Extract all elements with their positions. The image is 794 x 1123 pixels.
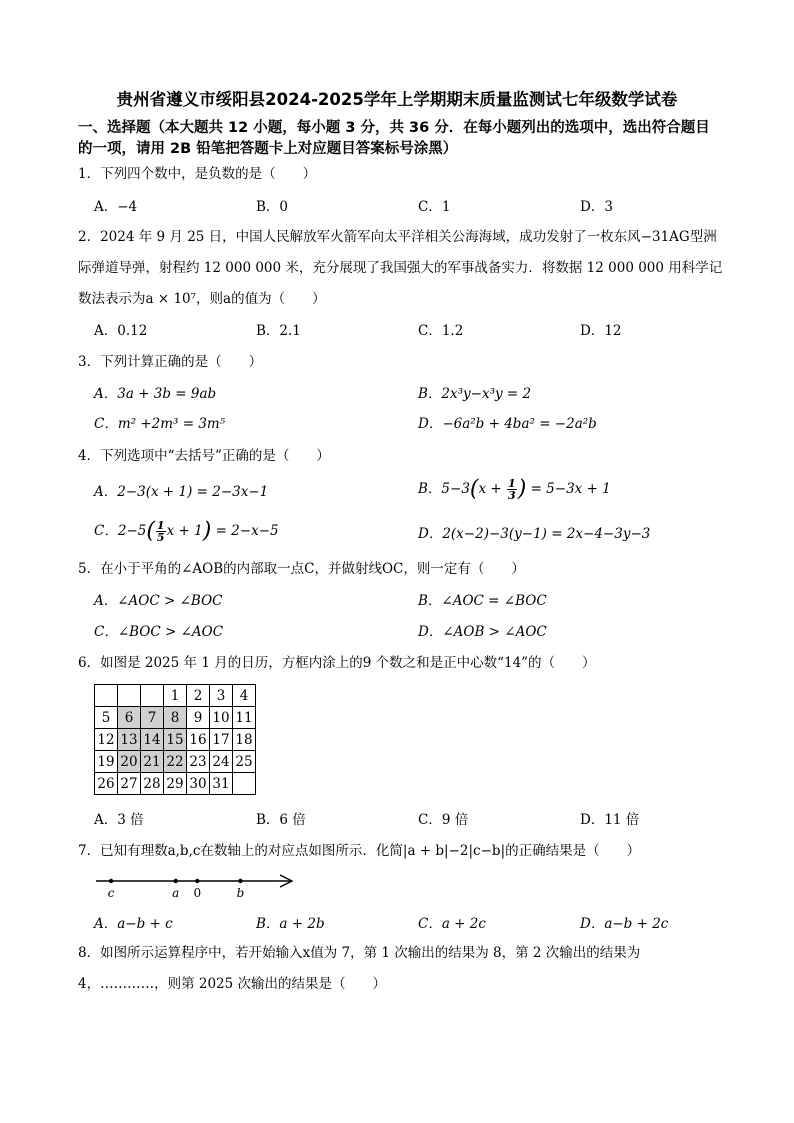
question-2-stem (78, 222, 738, 315)
section-heading-line1: 一、选择题（本大题共 12 小题，每小题 3 分，共 36 分．在每小题列出的选项中，选出符合题目 (78, 120, 710, 136)
question-1-stem: 1．下列四个数中，是负数的是（ ） (78, 166, 317, 182)
question-6-stem: 6．如图是 2025 年 1 月的日历，方框内涂上的9 个数之和是正中心数“14”的（ ） (78, 655, 596, 671)
calendar-cell: 5 (95, 707, 118, 729)
calendar-row (95, 685, 256, 707)
calendar-cell (95, 685, 118, 707)
q4-option-d: D．2(x−2)−3(y−1) = 2x−4−3y−3 (418, 526, 651, 542)
q4-option-c: C．2−5( $\frac{1}{5}$ x + 1) = 2−x−5 (94, 518, 279, 544)
q6-option-b: B．6 倍 (256, 812, 306, 828)
q6-option-d: D．11 倍 (580, 812, 640, 828)
number-line-label: 0 (193, 886, 202, 900)
calendar-cell: 1 (164, 685, 187, 707)
q3-option-b: B．2x³y−x³y = 2 (418, 386, 532, 402)
question-5-stem: 5．在小于平角的∠AOB的内部取一点C，并做射线OC，则一定有（ ） (78, 561, 525, 577)
q2-option-b: B．2.1 (256, 323, 301, 339)
q6-option-a: A．3 倍 (94, 812, 144, 828)
calendar-cell: 27 (118, 773, 141, 795)
q7-option-b: B．a + 2b (256, 916, 325, 932)
calendar-cell: 16 (187, 729, 210, 751)
calendar-cell: 13 (118, 729, 141, 751)
calendar-cell: 17 (210, 729, 233, 751)
q4-b-suffix: = 5−3x + 1 (526, 481, 611, 497)
calendar-cell: 18 (233, 729, 256, 751)
q2-line1: 2．2024 年 9 月 25 日，中国人民解放军火箭军向太平洋相关公海海域，成功发射了一枚东风−31AG型洲 (78, 229, 717, 245)
question-4-stem: 4．下列选项中“去括号”正确的是（ ） (78, 448, 330, 464)
calendar-cell: 14 (141, 729, 164, 751)
calendar-cell: 21 (141, 751, 164, 773)
calendar-cell (118, 685, 141, 707)
calendar-cell: 28 (141, 773, 164, 795)
q4-b-inner: x + (478, 481, 507, 497)
calendar-cell (141, 685, 164, 707)
calendar-row (95, 751, 256, 773)
q3-option-c: C．m² +2m³ = 3m⁵ (94, 416, 226, 432)
q7-option-a: A．a−b + c (94, 916, 173, 932)
calendar-cell: 22 (164, 751, 187, 773)
calendar-cell: 20 (118, 751, 141, 773)
calendar-cell: 23 (187, 751, 210, 773)
q3-option-a: A．3a + 3b = 9ab (94, 386, 217, 402)
q3-option-d: D．−6a²b + 4ba² = −2a²b (418, 416, 597, 432)
number-line-point (109, 879, 113, 883)
q4-b-fraction: $\frac{1}{3}$ (508, 477, 516, 502)
calendar-cell: 31 (210, 773, 233, 795)
q8-line2: 4，…………，则第 2025 次输出的结果是（ ） (78, 976, 387, 992)
calendar-cell: 24 (210, 751, 233, 773)
q5-option-a: A．∠AOC > ∠BOC (94, 593, 223, 609)
number-line-label: a (172, 886, 180, 900)
question-8-stem (78, 938, 738, 1000)
q7-option-d: D．a−b + 2c (580, 916, 669, 932)
calendar-row (95, 729, 256, 751)
calendar-cell: 6 (118, 707, 141, 729)
calendar-cell: 7 (141, 707, 164, 729)
calendar-cell: 26 (95, 773, 118, 795)
q1-option-d: D．3 (580, 199, 613, 215)
calendar-cell: 3 (210, 685, 233, 707)
calendar-cell: 30 (187, 773, 210, 795)
calendar-cell: 19 (95, 751, 118, 773)
calendar-row (95, 707, 256, 729)
calendar-cell: 10 (210, 707, 233, 729)
q4-c-suffix: = 2−x−5 (211, 523, 279, 539)
q4-c-prefix: C．2−5 (94, 523, 147, 539)
calendar-cell: 9 (187, 707, 210, 729)
page-title: 贵州省遵义市绥阳县2024-2025学年上学期期末质量监测试七年级数学试卷 (116, 90, 678, 109)
q5-option-c: C．∠BOC > ∠AOC (94, 624, 224, 640)
q2-option-a: A．0.12 (94, 323, 148, 339)
q4-option-a: A．2−3(x + 1) = 2−3x−1 (94, 484, 269, 500)
calendar-cell: 11 (233, 707, 256, 729)
calendar-cell: 8 (164, 707, 187, 729)
calendar-cell: 25 (233, 751, 256, 773)
q4-b-prefix: B．5−3 (418, 481, 470, 497)
q5-option-d: D．∠AOB > ∠AOC (418, 624, 547, 640)
q6-option-c: C．9 倍 (418, 812, 469, 828)
calendar-cell: 15 (164, 729, 187, 751)
q2-option-c: C．1.2 (418, 323, 464, 339)
calendar-cell: 29 (164, 773, 187, 795)
q4-option-b: B．5−3(x + $\frac{1}{3}$ ) = 5−3x + 1 (418, 476, 611, 502)
question-3-stem: 3．下列计算正确的是（ ） (78, 354, 263, 370)
calendar-table (94, 684, 256, 795)
number-line-point (174, 879, 178, 883)
number-line-point (195, 879, 199, 883)
q1-option-a: A．−4 (94, 199, 138, 215)
calendar-cell: 12 (95, 729, 118, 751)
q1-option-c: C．1 (418, 199, 451, 215)
calendar-cell: 2 (187, 685, 210, 707)
q1-option-b: B．0 (256, 199, 289, 215)
calendar-row (95, 773, 256, 795)
q7-option-c: C．a + 2c (418, 916, 486, 932)
q2-option-d: D．12 (580, 323, 622, 339)
q2-line2: 际弹道导弹，射程约 12 000 000 米，充分展现了我国强大的军事战备实力．将数据 12 000 000 用科学记 (78, 260, 723, 276)
section-heading-line2: 的一项，请用 2B 铅笔把答题卡上对应题目答案标号涂黑） (78, 141, 458, 157)
q4-c-fraction: $\frac{1}{5}$ (156, 519, 165, 544)
q5-option-b: B．∠AOC = ∠BOC (418, 593, 547, 609)
section-heading (78, 118, 758, 160)
q4-c-inner: x + 1 (166, 523, 203, 539)
q2-line3: 数法表示为a × 10⁷，则a的值为（ ） (78, 291, 326, 307)
number-line-point (238, 879, 242, 883)
q8-line1: 8．如图所示运算程序中，若开始输入x值为 7，第 1 次输出的结果为 8，第 2 次输出的结果为 (78, 945, 641, 961)
question-7-stem: 7．已知有理数a,b,c在数轴上的对应点如图所示．化简|a + b|−2|c−b|的正确结果是（ ） (78, 843, 641, 859)
calendar-cell (233, 773, 256, 795)
number-line (94, 868, 304, 902)
number-line-label: b (236, 886, 245, 900)
number-line-label: c (107, 886, 115, 900)
calendar-cell: 4 (233, 685, 256, 707)
